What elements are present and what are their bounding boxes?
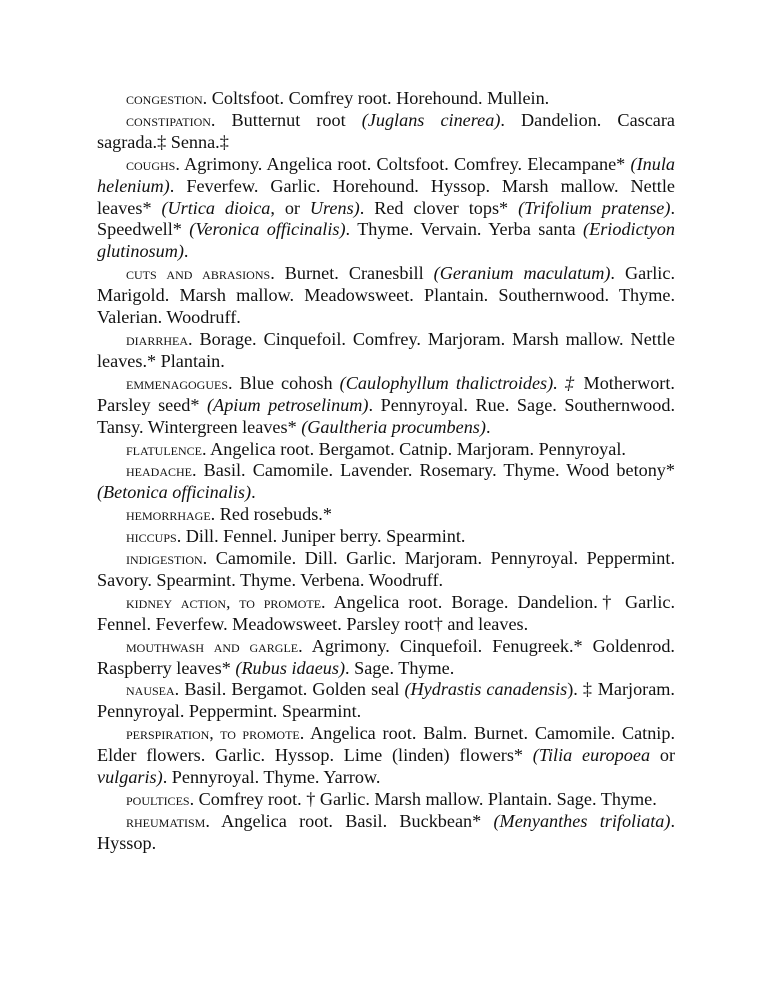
entry-text: , or bbox=[270, 197, 310, 218]
latin-name: (Menyanthes trifoliata) bbox=[493, 810, 671, 831]
remedy-entry bbox=[97, 526, 675, 548]
remedy-entry bbox=[97, 723, 675, 789]
entry-heading: nausea bbox=[126, 680, 175, 700]
latin-name: (Eriodictyon glutinosum) bbox=[97, 219, 675, 262]
entry-heading: kidney action, to promote bbox=[126, 592, 322, 612]
entry-text: . Pennyroyal. Thyme. Yarrow. bbox=[162, 767, 381, 788]
entry-text: . Speedwell* bbox=[97, 197, 675, 240]
remedy-entry bbox=[97, 679, 675, 723]
entry-text: . Angelica root. Balm. Burnet. Camomile. Catnip. Elder flowers. Garlic. Hyssop. Lime (linden) flowers* bbox=[97, 723, 676, 766]
latin-name: (Apium petroselinum) bbox=[207, 394, 369, 415]
entry-text: . Butternut root bbox=[210, 109, 362, 130]
entry-heading: mouthwash and gargle bbox=[126, 636, 299, 656]
entry-text: or bbox=[650, 745, 675, 766]
entry-heading: indigestion bbox=[126, 549, 203, 569]
entry-heading: perspiration, to promote bbox=[126, 724, 300, 744]
latin-name: (Hydrastis canadensis bbox=[404, 679, 568, 700]
entry-text: . Thyme. Vervain. Yerba santa bbox=[345, 219, 584, 240]
entry-text: . Basil. Bergamot. Golden seal bbox=[174, 679, 405, 700]
entry-text: . Comfrey root. † Garlic. Marsh mallow. Plantain. Sage. Thyme. bbox=[189, 789, 657, 809]
entry-heading: hemorrhage bbox=[126, 505, 211, 525]
latin-name: (Trifolium pratense) bbox=[518, 197, 671, 218]
remedy-entry bbox=[97, 811, 675, 855]
latin-name: (Rubus idaeus) bbox=[235, 657, 346, 678]
remedy-entry bbox=[97, 504, 675, 526]
latin-name: Urens) bbox=[309, 197, 360, 218]
latin-name: (Gaultheria procumbens) bbox=[301, 416, 486, 437]
herbal-remedies-list bbox=[97, 88, 675, 855]
entry-text: . Dill. Fennel. Juniper berry. Spearmint. bbox=[176, 526, 466, 547]
latin-name: (Juglans cinerea) bbox=[361, 109, 501, 130]
entry-text: . Angelica root. Basil. Buckbean* bbox=[205, 810, 494, 831]
entry-text: . Red clover tops* bbox=[359, 197, 519, 218]
latin-name: (Caulophyllum thalictroides). ‡ bbox=[339, 372, 577, 393]
entry-text: . Feverfew. Garlic. Horehound. Hyssop. Marsh mallow. Nettle leaves* bbox=[97, 175, 675, 218]
remedy-entry bbox=[97, 329, 675, 373]
entry-heading: emmenagogues bbox=[126, 373, 228, 393]
entry-heading: rheumatism bbox=[126, 811, 206, 831]
entry-text: . Sage. Thyme. bbox=[345, 657, 455, 678]
entry-text: . Red rosebuds.* bbox=[210, 504, 332, 525]
entry-text: . Camomile. Dill. Garlic. Marjoram. Pennyroyal. Peppermint. Savory. Spearmint. Thyme. Verbena. Woodruff. bbox=[97, 548, 675, 590]
latin-name: (Geranium maculatum) bbox=[433, 263, 611, 284]
latin-name: (Tilia europoea bbox=[532, 745, 651, 766]
entry-text: . Angelica root. Bergamot. Catnip. Marjoram. Pennyroyal. bbox=[202, 438, 626, 459]
entry-text: . Agrimony. Angelica root. Coltsfoot. Comfrey. Elecampane* bbox=[175, 153, 631, 174]
entry-text: . Coltsfoot. Comfrey root. Horehound. Mullein. bbox=[202, 88, 550, 108]
entry-text: Motherwort. Parsley seed* bbox=[97, 372, 675, 415]
remedy-entry bbox=[97, 460, 675, 504]
remedy-entry bbox=[97, 636, 675, 680]
entry-text: . Basil. Camomile. Lavender. Rosemary. Thyme. Wood betony* bbox=[192, 460, 675, 481]
entry-text: . Angelica root. Borage. Dandelion.† Garlic. Fennel. Feverfew. Meadowsweet. Parsley root† and leaves. bbox=[97, 591, 676, 634]
latin-name: (Urtica dioica bbox=[161, 197, 271, 218]
remedy-entry bbox=[97, 789, 675, 811]
entry-heading: poultices bbox=[126, 790, 190, 809]
entry-text: . bbox=[251, 482, 256, 503]
entry-text: . bbox=[183, 241, 189, 262]
entry-text: ). ‡ Marjoram. Pennyroyal. Peppermint. Spearmint. bbox=[97, 679, 675, 722]
entry-text: . Dandelion. Cascara sagrada.‡ Senna.‡ bbox=[97, 109, 675, 152]
entry-heading: constipation bbox=[126, 110, 211, 130]
entry-heading: congestion bbox=[126, 89, 203, 108]
latin-name: (Inula helenium) bbox=[97, 153, 675, 196]
latin-name: (Veronica officinalis) bbox=[189, 219, 346, 240]
entry-text: . Borage. Cinquefoil. Comfrey. Marjoram. Marsh mallow. Nettle leaves.* Plantain. bbox=[97, 328, 675, 371]
latin-name: (Betonica officinalis) bbox=[97, 482, 252, 503]
entry-text: . Burnet. Cranesbill bbox=[270, 263, 434, 284]
entry-text: . Garlic. Marigold. Marsh mallow. Meadowsweet. Plantain. Southernwood. Thyme. Valerian. Woodruff. bbox=[97, 263, 675, 328]
entry-heading: headache bbox=[126, 461, 192, 481]
entry-heading: flatulence bbox=[126, 439, 202, 459]
entry-text: . bbox=[485, 416, 491, 437]
remedy-entry bbox=[97, 88, 675, 110]
remedy-entry bbox=[97, 154, 675, 264]
entry-heading: coughs bbox=[126, 154, 176, 174]
entry-text: . Hyssop. bbox=[97, 810, 675, 853]
entry-heading: cuts and abrasions bbox=[126, 264, 271, 284]
remedy-entry bbox=[97, 592, 675, 636]
remedy-entry bbox=[97, 110, 675, 154]
remedy-entry bbox=[97, 439, 675, 461]
remedy-entry bbox=[97, 373, 675, 439]
entry-text: . Blue cohosh bbox=[228, 372, 340, 393]
remedy-entry bbox=[97, 548, 675, 592]
latin-name: vulgaris) bbox=[97, 767, 163, 788]
entry-heading: diarrhea bbox=[126, 329, 188, 349]
entry-text: . Agrimony. Cinquefoil. Fenugreek.* Goldenrod. Raspberry leaves* bbox=[97, 635, 675, 678]
entry-heading: hiccups bbox=[126, 527, 177, 547]
remedy-entry bbox=[97, 263, 675, 329]
entry-text: . Pennyroyal. Rue. Sage. Southernwood. Tansy. Wintergreen leaves* bbox=[97, 394, 675, 437]
